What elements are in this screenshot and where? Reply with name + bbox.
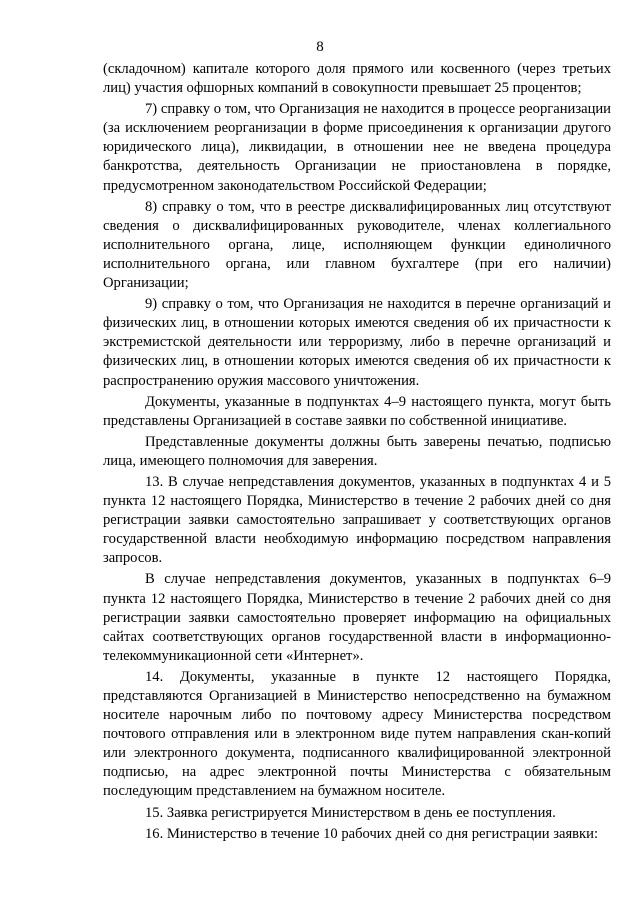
paragraph-item-9: 9) справку о том, что Организация не находится в перечне организаций и физических лиц, в отношении которых имеются сведения об их причастности к экстремистской деятельности или терроризму, либо в перечне организаций и физических лиц, в отношении которых имеются сведения об их причастности к распространению оружия массового уничтожения.	[103, 296, 611, 389]
document-body	[103, 60, 611, 846]
paragraph-16: 16. Министерство в течение 10 рабочих дней со дня регистрации заявки:	[145, 825, 599, 842]
paragraph-documents-optional: Документы, указанные в подпунктах 4–9 настоящего пункта, могут быть представлены Организацией в составе заявки по собственной инициативе.	[103, 393, 611, 429]
paragraph-13: 13. В случае непредставления документов, указанных в подпунктах 4 и 5 пункта 12 настоящего Порядка, Министерство в течение 2 рабочих дней со дня регистрации заявки самостоятельно запрашивает у соответствующих органов государственной власти необходимую информацию посредством направления запросов.	[103, 473, 611, 567]
paragraph-item-7: 7) справку о том, что Организация не находится в процессе реорганизации (за исключением реорганизации в форме присоединения к организации другого юридического лица), ликвидации, в отношении нее не введена процедура банкротства, деятельность Организации не приостановлена в порядке, предусмотренном законодательством Российской Федерации;	[103, 101, 611, 194]
paragraph-item-8: 8) справку о том, что в реестре дисквалифицированных лиц отсутствуют сведения о дисквалифицированных руководителе, членах коллегиального исполнительного органа, лице, исполняющем функции единоличного исполнительного органа, или главном бухгалтере (при его наличии) Организации;	[103, 198, 611, 292]
paragraph-continuation: (складочном) капитале которого доля прямого или косвенного (через третьих лиц) участия офшорных компаний в совокупности превышает 25 процентов;	[103, 61, 611, 97]
paragraph-14: 14. Документы, указанные в пункте 12 настоящего Порядка, представляются Организацией в Министерство непосредственно на бумажном носителе нарочным либо по почтовому адресу Министерства посредством почтового отправления или в электронном виде путем направления скан-копий или электронного документа, подписанного квалифицированной электронной подписью, на адрес электронной почты Министерства с обязательным последующим представлением на бумажном носителе.	[103, 668, 611, 800]
paragraph-certification: Представленные документы должны быть заверены печатью, подписью лица, имеющего полномочия для заверения.	[103, 433, 611, 469]
paragraph-15: 15. Заявка регистрируется Министерством в день ее поступления.	[145, 804, 556, 821]
paragraph-13-continued: В случае непредставления документов, указанных в подпунктах 6–9 пункта 12 настоящего Порядка, Министерство в течение 2 рабочих дней со дня регистрации заявки самостоятельно проверяет информацию на официальных сайтах соответствующих органов государственной власти в информационно-телекоммуникационной сети «Интернет».	[103, 571, 611, 664]
page-number: 8	[316, 39, 324, 55]
